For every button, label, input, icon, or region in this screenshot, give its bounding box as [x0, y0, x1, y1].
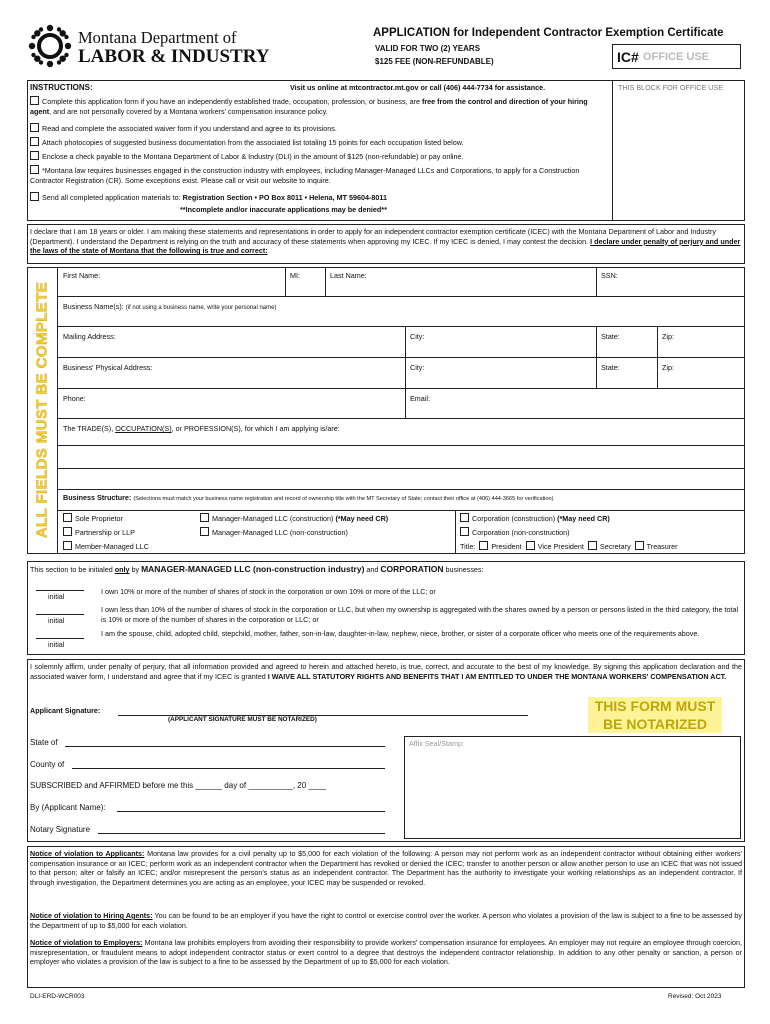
email-field[interactable] — [408, 405, 742, 417]
instruction-item-4: Enclose a check payable to the Montana Department of Labor & Industry (DLI) in the amount of $125 (non-refundable) or pay online. — [30, 151, 608, 162]
office-use-label: OFFICE USE — [643, 51, 710, 63]
physical-address-field[interactable] — [62, 374, 402, 386]
mi-label: MI: — [290, 271, 300, 280]
ssn-field[interactable] — [600, 282, 742, 294]
mi-field[interactable] — [288, 282, 322, 294]
phone-field[interactable] — [62, 405, 402, 417]
initial-label: initial — [48, 616, 65, 625]
form-id: DLI-ERD-WCR003 — [30, 993, 85, 1000]
seal-stamp-label: Affix Seal/Stamp: — [409, 739, 464, 748]
checkbox[interactable] — [526, 541, 535, 550]
physical-address-label: Business' Physical Address: — [63, 363, 153, 372]
by-applicant-name-label: By (Applicant Name): — [30, 803, 106, 812]
instruction-item-1: Complete this application form if you have an independently established trade, occupation, profession, or business, are free from the control and direction of your hiring agent, and are not personally covered by a Montana workers' compensation insurance policy. — [30, 97, 588, 116]
title-secretary[interactable]: Secretary — [588, 542, 631, 551]
state-label: State: — [601, 363, 620, 372]
applicant-signature-label: Applicant Signature: — [30, 706, 101, 715]
checkbox[interactable] — [30, 192, 39, 201]
phone-label: Phone: — [63, 394, 86, 403]
montana-dli-gear-seal-icon — [28, 24, 72, 68]
seal-stamp-box — [404, 736, 741, 839]
option-corporation-construction[interactable]: Corporation (construction) (*May need CR) — [460, 513, 610, 524]
incomplete-warning: **Incomplete and/or inaccurate applications may be denied** — [180, 205, 387, 214]
business-names-label: Business Name(s): (if not using a business name, write your personal name) — [63, 302, 277, 311]
initial-label: initial — [48, 640, 65, 649]
checkbox[interactable] — [30, 165, 39, 174]
initials-statement-3: I am the spouse, child, adopted child, stepchild, mother, father, son-in-law, daughter-in-law, nephew, niece, brother, or sister of a corporate officer who meets one of the requirements above. — [101, 629, 700, 638]
notary-signature-field[interactable] — [98, 821, 385, 833]
title-treasurer[interactable]: Treasurer — [635, 542, 678, 551]
city-label: City: — [410, 363, 425, 372]
applicant-name-field[interactable] — [117, 799, 385, 811]
checkbox[interactable] — [635, 541, 644, 550]
signature-notarize-note: (APPLICANT SIGNATURE MUST BE NOTARIZED) — [168, 716, 317, 723]
option-partnership[interactable]: Partnership or LLP — [63, 527, 135, 538]
fee-note: $125 FEE (NON-REFUNDABLE) — [375, 57, 494, 66]
title-president[interactable]: President — [479, 542, 521, 551]
checkbox[interactable] — [63, 541, 72, 550]
email-label: Email: — [410, 394, 430, 403]
initial-field-2[interactable] — [36, 603, 84, 614]
option-manager-llc-non-construction[interactable]: Manager-Managed LLC (non-construction) — [200, 527, 348, 538]
state-label: State: — [601, 332, 620, 341]
trade-line-2[interactable] — [62, 470, 742, 488]
county-of-field[interactable] — [72, 756, 385, 768]
checkbox[interactable] — [63, 527, 72, 536]
physical-zip-field[interactable] — [660, 374, 742, 386]
agency-name-line1: Montana Department of — [78, 28, 237, 47]
checkbox[interactable] — [30, 123, 39, 132]
mailing-state-field[interactable] — [599, 343, 654, 355]
first-name-field[interactable] — [62, 282, 282, 294]
state-of-label: State of — [30, 738, 58, 747]
notice-applicants: Notice of violation to Applicants: Montana law provides for a civil penalty up to $5,000 for each violation of the following: A person may not perform work as an independent contractor without obtaining either workers' compensation insurance or an ICEC; perform work as an independent contractor when the Department has revoked or denied the ICEC; transfer to another person or allow another person to use an ICEC that was not issued to that person; alter or falsify an ICEC; and/or misrepresent the person's status as an independent contractor. The Department has the authority to investigate your working relationships as an independent contractor. If through investigation, the Department determines you are acting as an employee, your ICEC may be suspended or revoked. — [30, 849, 742, 887]
ic-number-box — [612, 44, 741, 69]
checkbox[interactable] — [460, 513, 469, 522]
agency-name-line2: LABOR & INDUSTRY — [78, 46, 270, 67]
last-name-label: Last Name: — [330, 271, 367, 280]
initials-statement-2: I own less than 10% of the number of shares of stock in the corporation or LLC, but when my ownership is aggregated with the shares owned by a person or persons listed in the third category, the total is 10% or more of the number of shares in the corporation or LLC; or — [101, 605, 739, 624]
initial-label: initial — [48, 592, 65, 601]
checkbox[interactable] — [200, 513, 209, 522]
trades-label: The TRADE(S), OCCUPATION(S), or PROFESSION(S), for which I am applying is/are: — [63, 424, 340, 433]
checkbox[interactable] — [479, 541, 488, 550]
state-of-field[interactable] — [65, 734, 385, 746]
instruction-item-6: Send all completed application materials to: Registration Section • PO Box 8011 • Helena, MT 59604-8011 — [30, 192, 608, 203]
initials-statement-1: I own 10% or more of the number of shares of stock in the corporation or own 10% or more of the LLC; or — [101, 587, 436, 596]
revision-date: Revised: Oct 2023 — [668, 993, 722, 1000]
zip-label: Zip: — [662, 363, 674, 372]
physical-city-field[interactable] — [408, 374, 593, 386]
checkbox[interactable] — [460, 527, 469, 536]
validity-note: VALID FOR TWO (2) YEARS — [375, 44, 481, 53]
checkbox[interactable] — [30, 137, 39, 146]
option-corporation-non-construction[interactable]: Corporation (non-construction) — [460, 527, 569, 538]
business-structure-label: Business Structure: (Selections must match your business name registration and record of ownership title with the MT Secretary of State; contact their office at (406) 444-3665 for verification) — [63, 493, 554, 502]
checkbox[interactable] — [200, 527, 209, 536]
instruction-item-3: Attach photocopies of suggested business documentation from the associated list totaling 15 points for each occupation listed below. — [30, 137, 608, 148]
trade-line-1[interactable] — [62, 447, 742, 467]
agency-logo — [28, 24, 268, 70]
checkbox[interactable] — [588, 541, 597, 550]
office-use-block-label: THIS BLOCK FOR OFFICE USE — [618, 83, 724, 92]
all-fields-required-label: ALL FIELDS MUST BE COMPLETE — [33, 281, 51, 539]
declaration-text: I declare that I am 18 years or older. I am making these statements and representations in order to apply for an independent contractor exemption certificate (ICEC) with the Montana Department of Labor and Industry (Department). I understand the Department is relying on the truth and accuracy of these statements when approving my ICEC. If my ICEC is denied, I may contest the decision. I declare under penalty of perjury and under the laws of the state of Montana that the following is true and correct: — [30, 227, 741, 256]
first-name-label: First Name: — [63, 271, 101, 280]
notary-signature-label: Notary Signature — [30, 825, 91, 834]
last-name-field[interactable] — [328, 282, 593, 294]
ssn-label: SSN: — [601, 271, 618, 280]
affirmation-text: I solemnly affirm, under penalty of perjury, that all information provided and agreed to herein and attached hereto, is true, correct, and accurate to the best of my knowledge. By signing this application declaration and the associated waiver form, I understand and agree that if my ICEC is granted I WAIVE ALL STATUTORY RIGHTS AND BENEFITS THAT I AM ENTITLED TO UNDER THE MONTANA WORKERS' COMPENSATION ACT. — [30, 662, 742, 681]
city-label: City: — [410, 332, 425, 341]
checkbox[interactable] — [63, 513, 72, 522]
contact-info: Visit us online at mtcontractor.mt.gov or call (406) 444-7734 for assistance. — [290, 83, 546, 92]
notice-hiring-agents: Notice of violation to Hiring Agents: You can be found to be an employer if you have the right to control or exercise control over the worker. A person who violates a provision of the law is subject to a fine to be assessed by the Department of up to $5,000 for each violation. — [30, 911, 742, 930]
option-member-managed-llc[interactable]: Member-Managed LLC — [63, 541, 149, 552]
physical-state-field[interactable] — [599, 374, 654, 386]
subscribed-line: SUBSCRIBED and AFFIRMED before me this ______ day of __________, 20 ____ — [30, 781, 327, 790]
initial-field-3[interactable] — [36, 627, 84, 638]
zip-label: Zip: — [662, 332, 674, 341]
notice-employers: Notice of violation to Employers: Montana law prohibits employers from avoiding their responsibility to provide workers' compensation insurance for employees. An employer may not require an employee through coercion, misrepresentation, or fraudulent means to adopt independent contractor status or exert control to a degree that destroys the independent contractor relationship. In addition to any other penalty or sanction, a person or employer who violates a provision of the law is subject to a fine to be assessed by the Department of up to $5,000 for each violation. — [30, 938, 743, 967]
notarized-banner: THIS FORM MUST BE NOTARIZED — [588, 697, 722, 733]
option-manager-llc-construction[interactable]: Manager-Managed LLC (construction) (*May need CR) — [200, 513, 388, 524]
option-sole-proprietor[interactable]: Sole Proprietor — [63, 513, 123, 524]
initials-heading: This section to be initialed only by MANAGER-MANAGED LLC (non-construction industry) and CORPORATION businesses: — [30, 564, 484, 574]
checkbox[interactable] — [30, 151, 39, 160]
mailing-zip-field[interactable] — [660, 343, 742, 355]
county-of-label: County of — [30, 760, 65, 769]
mailing-address-label: Mailing Address: — [63, 332, 116, 341]
corporate-title-row: Title: President Vice President Secretary Treasurer — [460, 542, 678, 551]
title-vice-president[interactable]: Vice President — [526, 542, 584, 551]
mailing-city-field[interactable] — [408, 343, 593, 355]
business-names-field[interactable] — [62, 313, 742, 325]
initial-field-1[interactable] — [36, 579, 84, 590]
instructions-heading: INSTRUCTIONS: — [30, 83, 93, 92]
ic-label: IC# — [617, 49, 639, 65]
form-title: APPLICATION for Independent Contractor Exemption Certificate — [373, 27, 724, 39]
applicant-signature-field[interactable] — [118, 701, 528, 715]
mailing-address-field[interactable] — [62, 343, 402, 355]
checkbox[interactable] — [30, 96, 39, 105]
instruction-item-2: Read and complete the associated waiver form if you understand and agree to its provisions. — [30, 123, 608, 134]
instruction-item-5: *Montana law requires businesses engaged in the construction industry with employees, including Manager-Managed LLCs and Corporations, to apply for a Construction Contractor Registration (CR). Some exceptions exist. Please call or visit our website to inquire. — [30, 166, 580, 185]
